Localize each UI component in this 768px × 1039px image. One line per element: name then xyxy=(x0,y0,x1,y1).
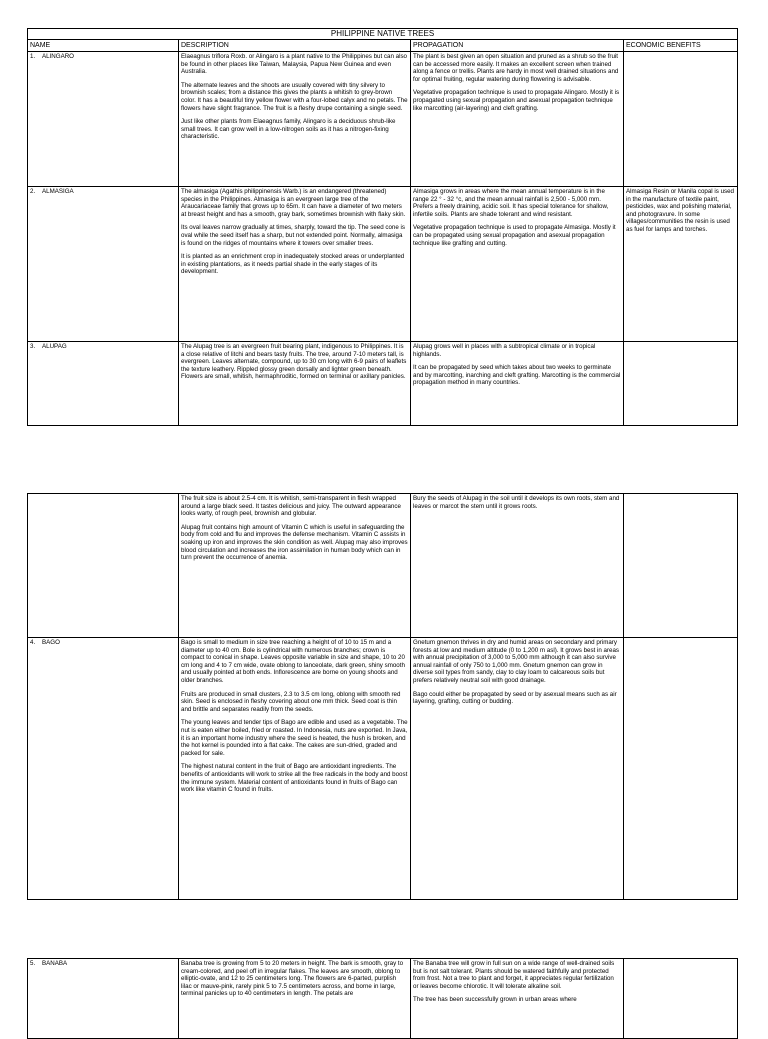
tree-name-cell xyxy=(28,638,179,900)
description-paragraph: The young leaves and tender tips of Bago are edible and used as a vegetable. The nut is eaten either boiled, fried or roasted. In Indonesia, nuts are exported. In Java, it is an important home industry where the seed is heated, the hush is broken, and the hot kernel is pounded into a flat cake. The cakes are sun-dried, graded and packed for sale. xyxy=(181,719,408,757)
table-title: PHILIPPINE NATIVE TREES xyxy=(28,29,738,40)
tree-number: 2. xyxy=(30,188,36,195)
benefits-cell xyxy=(624,494,738,638)
description-paragraph: Fruits are produced in small clusters, 2.3 to 3.5 cm long, oblong with smooth red skin. Seed is enclosed in fleshy covering about one mm thick. Seed coat is thin and brittle and separates readily from the seeds. xyxy=(181,690,401,713)
tree-name-cell xyxy=(28,494,179,638)
tree-name: ALINGARO xyxy=(42,53,74,60)
native-trees-table-page3 xyxy=(27,958,738,1039)
description-cell xyxy=(179,494,411,638)
propagation-cell xyxy=(411,959,624,1039)
propagation-cell xyxy=(411,638,624,900)
propagation-paragraph: The tree has been successfully grown in urban areas where xyxy=(413,996,577,1004)
tree-name-cell xyxy=(28,959,179,1039)
propagation-paragraph: The plant is best given an open situation and pruned as a shrub so the fruit can be accessed more easily. It makes an excellent screen when trained along a fence or trellis. Plants are hardy in most well drained situations and for optimal fruiting, regular watering during flowering is advisable. xyxy=(413,53,619,83)
description-cell xyxy=(179,638,411,900)
tree-name-cell xyxy=(28,187,179,342)
table-row xyxy=(28,494,738,638)
description-paragraph: The Alupag tree is an evergreen fruit bearing plant, indigenous to Philippines. It is a close relative of litchi and bears tasty fruits. The tree, around 7-10 meters tall, is evergreen. Leaves alternate, compound, up to 30 cm long with 6-9 pairs of leaflets the texture leathery. Rippled glossy green dorsally and lighter green beneath. Flowers are small, whitish, hermaphroditic, formed on terminal or axillary panicles. xyxy=(181,343,407,381)
benefits-cell xyxy=(624,959,738,1039)
propagation-cell xyxy=(411,342,624,426)
propagation-cell xyxy=(411,187,624,342)
benefits-cell xyxy=(624,52,738,187)
propagation-paragraph: Gnetum gnemon thrives in dry and humid areas on secondary and primary forests at low and medium altitude (0 to 1,200 m asl). It grows best in areas with annual precipitation of 3,000 to 5,000 mm although it can also survive annual rainfall of only 750 to 1,000 mm. Gnetum gnemon can grow in diverse soil types from sandy, clay to clay loam to calcareous soils but prefers relatively neutral soil with good drainage. xyxy=(413,639,620,684)
description-cell xyxy=(179,187,411,342)
tree-name: BAGO xyxy=(42,639,60,646)
propagation-paragraph: It can be propagated by seed which takes about two weeks to germinate and by marcotting, inarching and cleft grafting. Marcotting is the commercial propagation method in many countries. xyxy=(413,364,621,387)
tree-number: 3. xyxy=(30,343,36,350)
tree-number: 1. xyxy=(30,53,36,60)
propagation-cell xyxy=(411,494,624,638)
description-paragraph: Just like other plants from Elaeagnus family, Alingaro is a deciduous shrub-like small trees. It can grow well in a low-nitrogen soils as it has a nitrogen-fixing characteristic. xyxy=(181,118,396,141)
description-cell xyxy=(179,52,411,187)
description-paragraph: Bago is small to medium in size tree reaching a height of of 10 to 15 m and a diameter up to 40 cm. Bole is cylindrical with numerous branches; crown is compact to conical in shape. Leaves opposite variable in size and shape, 10 to 20 cm long and 4 to 7 cm wide, ovate oblong to lanceolate, dark green, shiny smooth and usually pointed at both ends. Inflorescence are borne on young shoots and older branches. xyxy=(181,639,405,684)
propagation-paragraph: Bago could either be propagated by seed or by asexual means such as air layering, grafting, cutting or budding. xyxy=(413,690,617,706)
tree-name-cell xyxy=(28,52,179,187)
description-paragraph: Banaba tree is growing from 5 to 20 meters in height. The bark is smooth, gray to cream-colored, and peel off in irregular flakes. The leaves are smooth, oblong to elliptic-ovate, and 12 to 25 centimeters long. The flowers are 6-parted, purplish lilac or mauve-pink, rarely pink 5 to 7.5 centimeters across, and borne in large, terminal panicles up to 40 centimeters in length. The petals are xyxy=(181,960,404,998)
description-paragraph: Alupag fruit contains high amount of Vitamin C which is useful in safeguarding the body from cold and flu and improves the defense mechanism. Vitamin C assists in soaking up iron and improves the skin condition as well. Alupag may also improves blood circulation and increases the iron assimilation in human body which can in turn prevent the occurrence of anemia. xyxy=(181,523,408,562)
propagation-paragraph: Bury the seeds of Alupag in the soil until it develops its own roots, stem and leaves or marcot the stem until it grows roots. xyxy=(413,495,620,510)
description-paragraph: Its oval leaves narrow gradually at times, sharply, toward the tip. The seed cone is oval while the seed itself has a sharp, but not extended point. Normally, almasiga is found on the ridges of mountains where it towers over smaller trees. xyxy=(181,224,406,247)
tree-name: ALUPAG xyxy=(42,343,67,350)
benefits-cell xyxy=(624,342,738,426)
description-paragraph: The fruit size is about 2.5-4 cm. It is whitish, semi-transparent in flesh wrapped around a large black seed. It tastes delicious and juicy. The outward appearance looks warty, of rough peel, brownish and globular. xyxy=(181,495,401,518)
header-economic-benefits: ECONOMIC BENEFITS xyxy=(624,40,738,52)
tree-name: BANABA xyxy=(42,960,68,967)
description-cell xyxy=(179,342,411,426)
native-trees-table-page1 xyxy=(27,28,738,426)
description-paragraph: The highest natural content in the fruit of Bago are antioxidant ingredients. The benefits of antioxidants will work to strike all the free radicals in the body and boost the immune system. Material content of antioxidants found in fruits of Bago can work like vitamin C found in fruits. xyxy=(181,763,408,794)
benefits-cell xyxy=(624,187,738,342)
tree-number: 4. xyxy=(30,639,36,646)
table-row xyxy=(28,52,738,187)
propagation-paragraph: Vegetative propagation technique is used to propagate Alingaro. Mostly it is propagated using sexual propagation and asexual propagation technique like marcotting (air-layering) and cleft grafting. xyxy=(413,89,620,112)
table-row xyxy=(28,959,738,1039)
description-paragraph: It is planted as an enrichment crop in inadequately stocked areas or underplanted in existing plantations, as it needs partial shade in the early stages of its development. xyxy=(181,253,405,276)
table-row xyxy=(28,638,738,900)
benefits-paragraph: Almasiga Resin or Manila copal is used in the manufacture of textile paint, pesticides, wax and polishing material, and photogravure. In some villages/communities the resin is used as fuel for lamps and torches. xyxy=(626,188,734,233)
description-paragraph: The almasiga (Agathis philippinensis Warb.) is an endangered (threatened) species in the Philippines. Almasiga is an evergreen large tree of the Araucariaceae family that grows up to 65m. It can have a diameter of two meters at breast height and has a smooth, gray bark, sometimes brownish with flaky skin. xyxy=(181,188,406,218)
propagation-cell xyxy=(411,52,624,187)
tree-name-cell xyxy=(28,342,179,426)
native-trees-table-page2 xyxy=(27,493,738,900)
propagation-paragraph: Alupag grows well in places with a subtropical climate or in tropical highlands. xyxy=(413,343,596,358)
propagation-paragraph: Vegetative propagation technique is used to propagate Almasiga. Mostly it can be propagated using sexual propagation and asexual propagation technique like grafting and cutting. xyxy=(413,224,616,247)
benefits-cell xyxy=(624,638,738,900)
description-paragraph: The alternate leaves and the shoots are usually covered with tiny silvery to brownish scales; from a distance this gives the plants a whitish to grey-brown color. It has a beautiful tiny yellow flower with a four-lobed calyx and no petals. The flowers have slight fragrance. The fruit is a fleshy drupe containing a single seed. xyxy=(181,81,408,112)
tree-number: 5. xyxy=(30,960,36,967)
propagation-paragraph: The Banaba tree will grow in full sun on a wide range of well-drained soils but is not salt tolerant. Plants should be watered faithfully and protected from frost. Not a tree to plant and forget, it appreciates regular fertilization or leaves become chlorotic. It will tolerate alkaline soil. xyxy=(413,960,615,990)
tree-name: ALMASIGA xyxy=(42,188,74,195)
description-cell xyxy=(179,959,411,1039)
table-row xyxy=(28,342,738,426)
header-name: NAME xyxy=(28,40,179,52)
table-header-row xyxy=(28,40,738,52)
header-description: DESCRIPTION xyxy=(179,40,411,52)
description-paragraph: Elaeagnus triflora Roxb. or Alingaro is a plant native to the Philippines but can also be found in other places like Taiwan, Malaysia, Papua New Guinea and even Australia. xyxy=(181,53,407,76)
header-propagation: PROPAGATION xyxy=(411,40,624,52)
table-row xyxy=(28,187,738,342)
propagation-paragraph: Almasiga grows in areas where the mean annual temperature is in the range 22 ° - 32 °c, and the mean annual rainfall is 2,500 - 5,000 mm. Prefers a freely draining, acidic soil. It has special tolerance for shallow, infertile soils. Plants are shade tolerant and wind resistant. xyxy=(413,188,609,218)
